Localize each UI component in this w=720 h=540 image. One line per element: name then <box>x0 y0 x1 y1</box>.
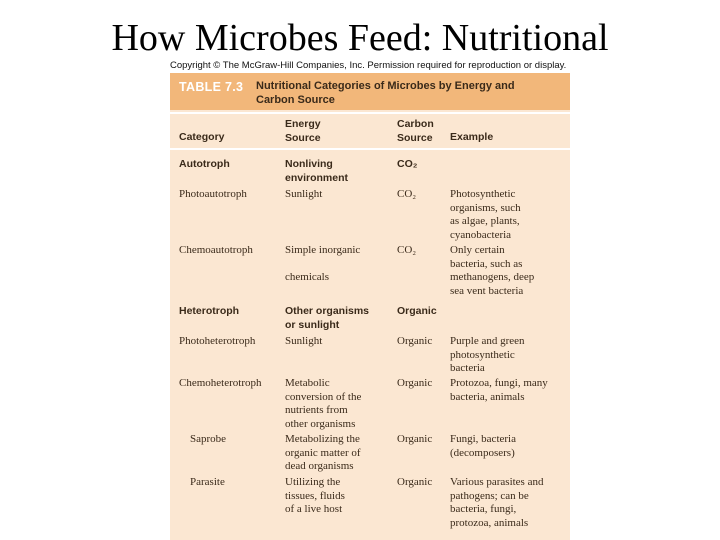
row-chemoheterotroph-energy: Metabolic conversion of the nutrients from other organisms <box>285 377 362 430</box>
table-header-bar <box>170 73 570 110</box>
row-chemoheterotroph-example: Protozoa, fungi, many bacteria, animals <box>450 377 548 403</box>
col-header-energy: Energy Source <box>285 118 321 144</box>
row-photoheterotroph-example: Purple and green photosynthetic bacteria <box>450 335 525 374</box>
row-chemoheterotroph-category: Chemoheterotroph <box>179 377 262 389</box>
row-saprobe-example: Fungi, bacteria (decomposers) <box>450 433 516 459</box>
row-parasite-energy: Utilizing the tissues, fluids of a live host <box>285 476 345 515</box>
row-chemoautotroph-category: Chemoautotroph <box>179 244 253 256</box>
row-autotroph-energy: Nonliving environment <box>285 158 349 184</box>
row-heterotroph-category: Heterotroph <box>179 305 240 317</box>
col-header-category: Category <box>179 131 225 143</box>
row-photoheterotroph-energy: Sunlight <box>285 335 323 347</box>
nutritional-categories-table <box>170 73 570 540</box>
row-chemoautotroph-example: Only certain bacteria, such as methanogens, deep sea vent bacteria <box>450 244 535 297</box>
row-parasite-carbon: Organic <box>397 476 433 488</box>
row-saprobe-energy: Metabolizing the organic matter of dead organisms <box>285 433 361 472</box>
row-chemoautotroph-energy: Simple inorganic chemicals <box>285 244 361 283</box>
row-heterotroph-energy: Other organisms or sunlight <box>285 305 370 331</box>
row-autotroph-carbon: CO₂ <box>397 158 418 170</box>
row-photoautotroph-energy: Sunlight <box>285 188 323 200</box>
header-divider-bottom <box>170 148 570 150</box>
row-autotroph-category: Autotroph <box>179 158 230 170</box>
col-header-example: Example <box>450 131 494 143</box>
row-photoautotroph-carbon: CO₂ <box>397 188 417 200</box>
row-heterotroph-carbon: Organic <box>397 305 437 317</box>
table-caption: Nutritional Categories of Microbes by Energy and Carbon Source <box>256 80 515 106</box>
table-number: TABLE 7.3 <box>179 80 244 94</box>
col-header-carbon: Carbon Source <box>397 118 434 144</box>
row-photoheterotroph-carbon: Organic <box>397 335 433 347</box>
copyright-notice: Copyright © The McGraw-Hill Companies, Inc. Permission required for reproduction or display. <box>170 60 567 71</box>
row-parasite-category: Parasite <box>190 476 225 488</box>
row-photoheterotroph-category: Photoheterotroph <box>179 335 256 347</box>
slide-title: How Microbes Feed: Nutritional <box>111 17 609 59</box>
header-divider-top <box>170 112 570 114</box>
row-chemoautotroph-carbon: CO₂ <box>397 244 417 256</box>
row-chemoheterotroph-carbon: Organic <box>397 377 433 389</box>
row-photoautotroph-example: Photosynthetic organisms, such as algae, plants, cyanobacteria <box>450 188 521 241</box>
row-saprobe-carbon: Organic <box>397 433 433 445</box>
row-photoautotroph-category: Photoautotroph <box>179 188 247 200</box>
row-saprobe-category: Saprobe <box>190 433 227 445</box>
row-parasite-example: Various parasites and pathogens; can be bacteria, fungi, protozoa, animals <box>450 476 544 529</box>
